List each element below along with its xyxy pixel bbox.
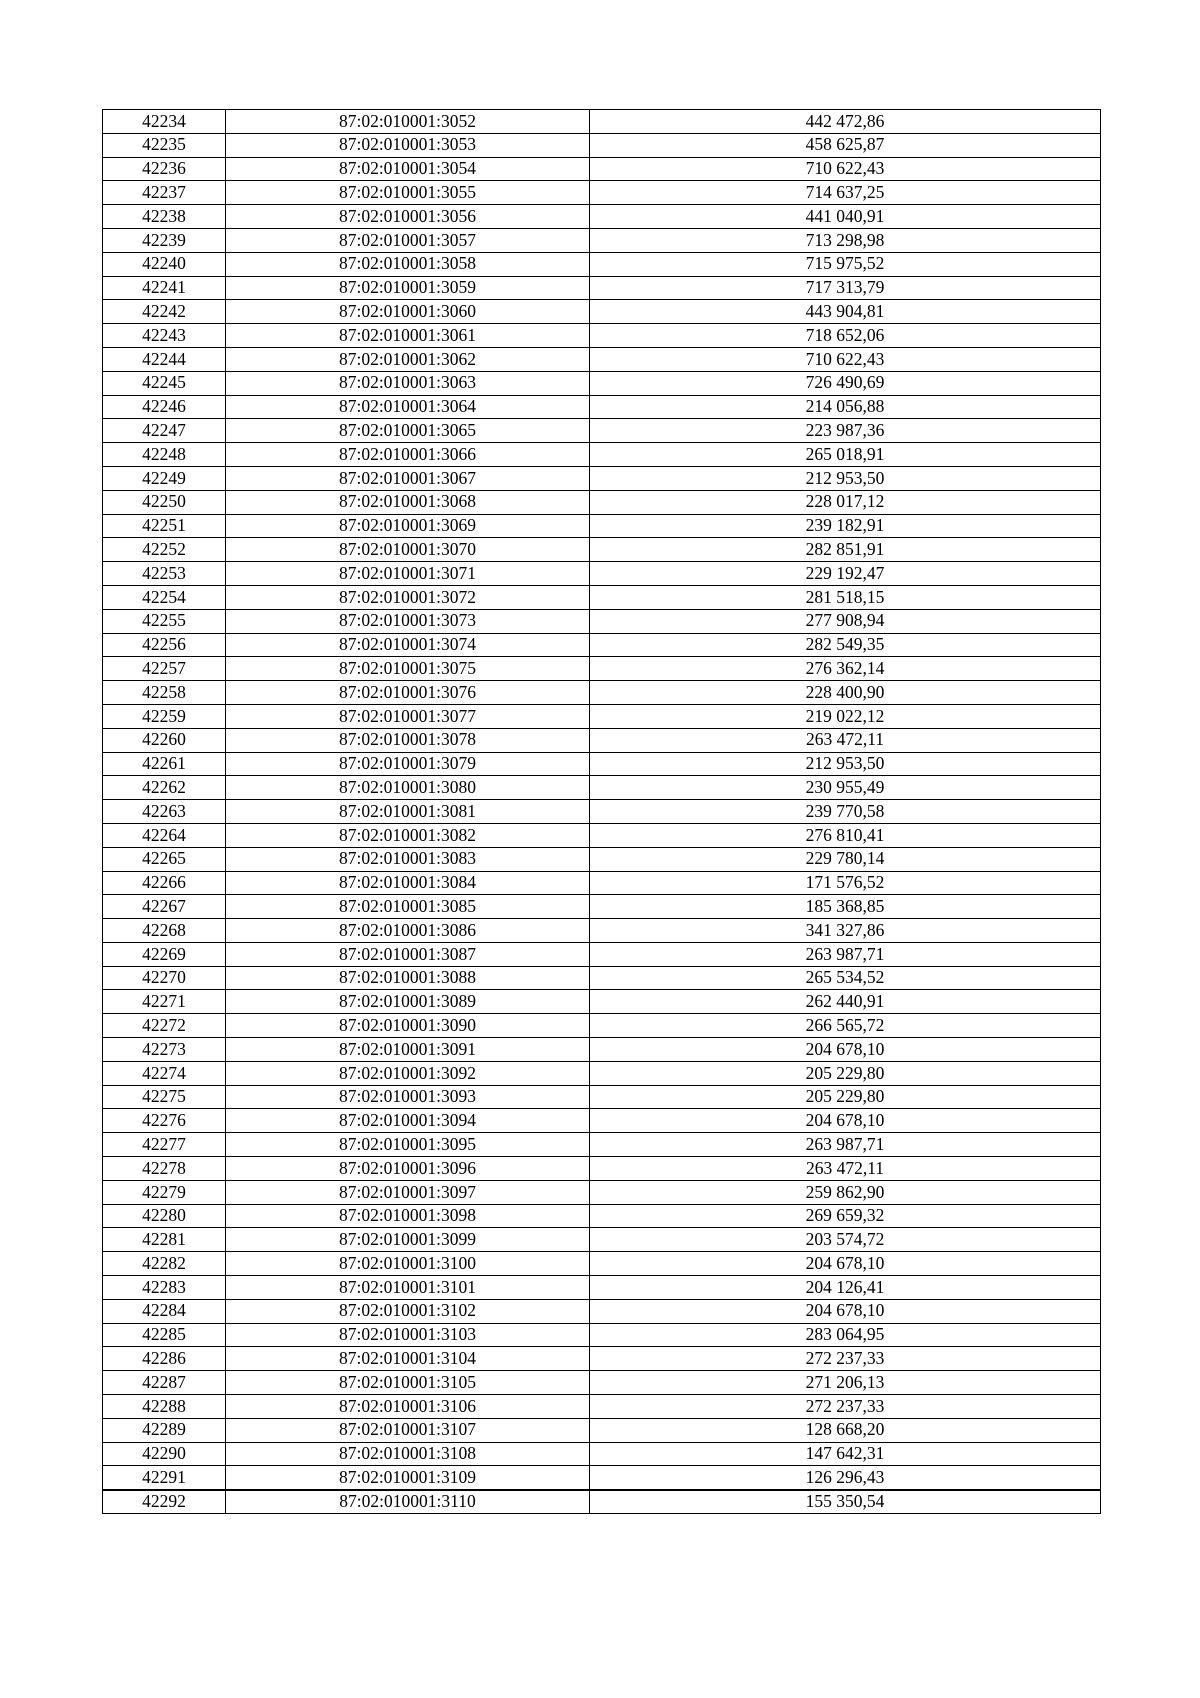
table-row: [103, 1299, 1101, 1323]
cadastral-value-cell: 228 017,12: [590, 490, 1101, 514]
table-row: [103, 347, 1101, 371]
table-row: [103, 919, 1101, 943]
row-number-cell: 42266: [103, 871, 226, 895]
cadastral-number-cell: 87:02:010001:3061: [226, 324, 590, 348]
table-row: [103, 1395, 1101, 1419]
cadastral-number-cell: 87:02:010001:3097: [226, 1180, 590, 1204]
table-row: [103, 1014, 1101, 1038]
row-number-cell: 42239: [103, 228, 226, 252]
cadastral-value-cell: 204 678,10: [590, 1299, 1101, 1323]
row-number-cell: 42282: [103, 1252, 226, 1276]
table-row: [103, 1157, 1101, 1181]
cadastral-number-cell: 87:02:010001:3059: [226, 276, 590, 300]
table-row: [103, 562, 1101, 586]
table-row: [103, 395, 1101, 419]
table-row: [103, 252, 1101, 276]
cadastral-number-cell: 87:02:010001:3066: [226, 443, 590, 467]
cadastral-value-cell: 442 472,86: [590, 110, 1101, 134]
cadastral-value-table: [102, 109, 1101, 1514]
cadastral-value-cell: 714 637,25: [590, 181, 1101, 205]
cadastral-value-cell: 341 327,86: [590, 919, 1101, 943]
row-number-cell: 42245: [103, 371, 226, 395]
cadastral-number-cell: 87:02:010001:3052: [226, 110, 590, 134]
table-row: [103, 895, 1101, 919]
table-row: [103, 609, 1101, 633]
table-row: [103, 752, 1101, 776]
cadastral-value-cell: 155 350,54: [590, 1490, 1101, 1514]
cadastral-value-cell: 265 018,91: [590, 443, 1101, 467]
table-row: [103, 133, 1101, 157]
cadastral-value-cell: 204 678,10: [590, 1252, 1101, 1276]
cadastral-value-cell: 212 953,50: [590, 466, 1101, 490]
cadastral-number-cell: 87:02:010001:3069: [226, 514, 590, 538]
row-number-cell: 42255: [103, 609, 226, 633]
table-row: [103, 585, 1101, 609]
row-number-cell: 42275: [103, 1085, 226, 1109]
cadastral-number-cell: 87:02:010001:3078: [226, 728, 590, 752]
row-number-cell: 42253: [103, 562, 226, 586]
cadastral-number-cell: 87:02:010001:3104: [226, 1347, 590, 1371]
table-row: [103, 776, 1101, 800]
row-number-cell: 42272: [103, 1014, 226, 1038]
cadastral-number-cell: 87:02:010001:3054: [226, 157, 590, 181]
row-number-cell: 42279: [103, 1180, 226, 1204]
row-number-cell: 42285: [103, 1323, 226, 1347]
table-row: [103, 443, 1101, 467]
row-number-cell: 42288: [103, 1395, 226, 1419]
table-row: [103, 466, 1101, 490]
row-number-cell: 42254: [103, 585, 226, 609]
row-number-cell: 42258: [103, 681, 226, 705]
row-number-cell: 42291: [103, 1466, 226, 1490]
cadastral-value-cell: 219 022,12: [590, 704, 1101, 728]
cadastral-value-cell: 147 642,31: [590, 1442, 1101, 1466]
table-row: [103, 205, 1101, 229]
table-row: [103, 657, 1101, 681]
cadastral-value-cell: 171 576,52: [590, 871, 1101, 895]
cadastral-value-cell: 281 518,15: [590, 585, 1101, 609]
table-row: [103, 419, 1101, 443]
row-number-cell: 42267: [103, 895, 226, 919]
cadastral-value-cell: 271 206,13: [590, 1371, 1101, 1395]
cadastral-value-cell: 262 440,91: [590, 990, 1101, 1014]
row-number-cell: 42269: [103, 942, 226, 966]
row-number-cell: 42286: [103, 1347, 226, 1371]
table-row: [103, 1061, 1101, 1085]
cadastral-value-cell: 710 622,43: [590, 347, 1101, 371]
table-row: [103, 1204, 1101, 1228]
cadastral-value-cell: 205 229,80: [590, 1061, 1101, 1085]
table-row: [103, 1371, 1101, 1395]
cadastral-value-cell: 710 622,43: [590, 157, 1101, 181]
cadastral-value-cell: 276 362,14: [590, 657, 1101, 681]
row-number-cell: 42256: [103, 633, 226, 657]
table-row: [103, 1466, 1101, 1490]
row-number-cell: 42246: [103, 395, 226, 419]
table-row: [103, 1180, 1101, 1204]
table-row: [103, 847, 1101, 871]
cadastral-number-cell: 87:02:010001:3064: [226, 395, 590, 419]
table-row: [103, 110, 1101, 134]
cadastral-value-cell: 263 472,11: [590, 1157, 1101, 1181]
row-number-cell: 42268: [103, 919, 226, 943]
row-number-cell: 42257: [103, 657, 226, 681]
cadastral-number-cell: 87:02:010001:3080: [226, 776, 590, 800]
table-row: [103, 538, 1101, 562]
row-number-cell: 42261: [103, 752, 226, 776]
cadastral-value-cell: 458 625,87: [590, 133, 1101, 157]
cadastral-value-cell: 276 810,41: [590, 823, 1101, 847]
table-row: [103, 371, 1101, 395]
cadastral-number-cell: 87:02:010001:3073: [226, 609, 590, 633]
cadastral-number-cell: 87:02:010001:3062: [226, 347, 590, 371]
cadastral-number-cell: 87:02:010001:3082: [226, 823, 590, 847]
row-number-cell: 42247: [103, 419, 226, 443]
table-row: [103, 1276, 1101, 1300]
cadastral-number-cell: 87:02:010001:3071: [226, 562, 590, 586]
cadastral-value-cell: 212 953,50: [590, 752, 1101, 776]
table-row: [103, 1228, 1101, 1252]
table-row: [103, 324, 1101, 348]
cadastral-number-cell: 87:02:010001:3086: [226, 919, 590, 943]
table-row: [103, 181, 1101, 205]
cadastral-value-cell: 223 987,36: [590, 419, 1101, 443]
row-number-cell: 42284: [103, 1299, 226, 1323]
table-row: [103, 966, 1101, 990]
cadastral-value-cell: 239 182,91: [590, 514, 1101, 538]
cadastral-number-cell: 87:02:010001:3083: [226, 847, 590, 871]
row-number-cell: 42252: [103, 538, 226, 562]
row-number-cell: 42273: [103, 1038, 226, 1062]
row-number-cell: 42263: [103, 800, 226, 824]
table-row: [103, 1490, 1101, 1514]
table-row: [103, 871, 1101, 895]
table-row: [103, 1323, 1101, 1347]
table-row: [103, 1133, 1101, 1157]
cadastral-number-cell: 87:02:010001:3091: [226, 1038, 590, 1062]
table-row: [103, 514, 1101, 538]
row-number-cell: 42262: [103, 776, 226, 800]
cadastral-value-cell: 205 229,80: [590, 1085, 1101, 1109]
cadastral-value-cell: 713 298,98: [590, 228, 1101, 252]
row-number-cell: 42265: [103, 847, 226, 871]
row-number-cell: 42290: [103, 1442, 226, 1466]
table-body: [103, 110, 1101, 1514]
cadastral-number-cell: 87:02:010001:3053: [226, 133, 590, 157]
row-number-cell: 42237: [103, 181, 226, 205]
cadastral-number-cell: 87:02:010001:3056: [226, 205, 590, 229]
cadastral-value-cell: 265 534,52: [590, 966, 1101, 990]
cadastral-value-cell: 443 904,81: [590, 300, 1101, 324]
cadastral-number-cell: 87:02:010001:3102: [226, 1299, 590, 1323]
cadastral-number-cell: 87:02:010001:3075: [226, 657, 590, 681]
table-row: [103, 276, 1101, 300]
row-number-cell: 42251: [103, 514, 226, 538]
table-row: [103, 1252, 1101, 1276]
row-number-cell: 42236: [103, 157, 226, 181]
cadastral-number-cell: 87:02:010001:3107: [226, 1418, 590, 1442]
cadastral-number-cell: 87:02:010001:3105: [226, 1371, 590, 1395]
cadastral-number-cell: 87:02:010001:3089: [226, 990, 590, 1014]
cadastral-value-cell: 185 368,85: [590, 895, 1101, 919]
cadastral-number-cell: 87:02:010001:3093: [226, 1085, 590, 1109]
cadastral-value-cell: 259 862,90: [590, 1180, 1101, 1204]
cadastral-number-cell: 87:02:010001:3060: [226, 300, 590, 324]
cadastral-value-cell: 214 056,88: [590, 395, 1101, 419]
table-row: [103, 823, 1101, 847]
table-row: [103, 1038, 1101, 1062]
row-number-cell: 42248: [103, 443, 226, 467]
cadastral-number-cell: 87:02:010001:3070: [226, 538, 590, 562]
cadastral-value-cell: 230 955,49: [590, 776, 1101, 800]
row-number-cell: 42242: [103, 300, 226, 324]
table-row: [103, 942, 1101, 966]
cadastral-number-cell: 87:02:010001:3110: [226, 1490, 590, 1514]
cadastral-value-cell: 239 770,58: [590, 800, 1101, 824]
row-number-cell: 42235: [103, 133, 226, 157]
row-number-cell: 42259: [103, 704, 226, 728]
row-number-cell: 42277: [103, 1133, 226, 1157]
row-number-cell: 42260: [103, 728, 226, 752]
cadastral-number-cell: 87:02:010001:3088: [226, 966, 590, 990]
cadastral-number-cell: 87:02:010001:3077: [226, 704, 590, 728]
cadastral-number-cell: 87:02:010001:3101: [226, 1276, 590, 1300]
cadastral-number-cell: 87:02:010001:3099: [226, 1228, 590, 1252]
row-number-cell: 42234: [103, 110, 226, 134]
table-row: [103, 157, 1101, 181]
cadastral-value-cell: 126 296,43: [590, 1466, 1101, 1490]
cadastral-number-cell: 87:02:010001:3068: [226, 490, 590, 514]
cadastral-value-cell: 272 237,33: [590, 1395, 1101, 1419]
cadastral-number-cell: 87:02:010001:3058: [226, 252, 590, 276]
cadastral-number-cell: 87:02:010001:3095: [226, 1133, 590, 1157]
cadastral-number-cell: 87:02:010001:3096: [226, 1157, 590, 1181]
table-row: [103, 300, 1101, 324]
row-number-cell: 42244: [103, 347, 226, 371]
cadastral-number-cell: 87:02:010001:3098: [226, 1204, 590, 1228]
cadastral-value-cell: 128 668,20: [590, 1418, 1101, 1442]
row-number-cell: 42281: [103, 1228, 226, 1252]
cadastral-value-cell: 283 064,95: [590, 1323, 1101, 1347]
row-number-cell: 42276: [103, 1109, 226, 1133]
cadastral-value-cell: 229 780,14: [590, 847, 1101, 871]
row-number-cell: 42243: [103, 324, 226, 348]
cadastral-number-cell: 87:02:010001:3100: [226, 1252, 590, 1276]
table-row: [103, 490, 1101, 514]
row-number-cell: 42238: [103, 205, 226, 229]
row-number-cell: 42274: [103, 1061, 226, 1085]
cadastral-number-cell: 87:02:010001:3106: [226, 1395, 590, 1419]
cadastral-number-cell: 87:02:010001:3067: [226, 466, 590, 490]
cadastral-number-cell: 87:02:010001:3109: [226, 1466, 590, 1490]
cadastral-value-cell: 272 237,33: [590, 1347, 1101, 1371]
cadastral-number-cell: 87:02:010001:3076: [226, 681, 590, 705]
cadastral-number-cell: 87:02:010001:3092: [226, 1061, 590, 1085]
cadastral-value-cell: 269 659,32: [590, 1204, 1101, 1228]
cadastral-number-cell: 87:02:010001:3084: [226, 871, 590, 895]
table-row: [103, 1085, 1101, 1109]
cadastral-number-cell: 87:02:010001:3103: [226, 1323, 590, 1347]
table-row: [103, 681, 1101, 705]
cadastral-value-cell: 718 652,06: [590, 324, 1101, 348]
row-number-cell: 42241: [103, 276, 226, 300]
row-number-cell: 42292: [103, 1490, 226, 1514]
table-row: [103, 228, 1101, 252]
table-row: [103, 800, 1101, 824]
table-row: [103, 1418, 1101, 1442]
cadastral-number-cell: 87:02:010001:3055: [226, 181, 590, 205]
row-number-cell: 42283: [103, 1276, 226, 1300]
cadastral-value-cell: 263 472,11: [590, 728, 1101, 752]
row-number-cell: 42250: [103, 490, 226, 514]
cadastral-number-cell: 87:02:010001:3065: [226, 419, 590, 443]
cadastral-value-cell: 266 565,72: [590, 1014, 1101, 1038]
cadastral-number-cell: 87:02:010001:3072: [226, 585, 590, 609]
cadastral-number-cell: 87:02:010001:3090: [226, 1014, 590, 1038]
cadastral-number-cell: 87:02:010001:3074: [226, 633, 590, 657]
cadastral-value-cell: 203 574,72: [590, 1228, 1101, 1252]
cadastral-value-cell: 441 040,91: [590, 205, 1101, 229]
row-number-cell: 42240: [103, 252, 226, 276]
cadastral-value-cell: 282 549,35: [590, 633, 1101, 657]
cadastral-value-cell: 204 678,10: [590, 1038, 1101, 1062]
cadastral-number-cell: 87:02:010001:3094: [226, 1109, 590, 1133]
table-row: [103, 728, 1101, 752]
row-number-cell: 42270: [103, 966, 226, 990]
cadastral-value-cell: 715 975,52: [590, 252, 1101, 276]
row-number-cell: 42280: [103, 1204, 226, 1228]
cadastral-number-cell: 87:02:010001:3085: [226, 895, 590, 919]
cadastral-number-cell: 87:02:010001:3079: [226, 752, 590, 776]
row-number-cell: 42249: [103, 466, 226, 490]
cadastral-value-cell: 263 987,71: [590, 1133, 1101, 1157]
cadastral-value-cell: 717 313,79: [590, 276, 1101, 300]
cadastral-value-cell: 204 126,41: [590, 1276, 1101, 1300]
cadastral-value-cell: 277 908,94: [590, 609, 1101, 633]
cadastral-number-cell: 87:02:010001:3063: [226, 371, 590, 395]
table-row: [103, 1442, 1101, 1466]
cadastral-number-cell: 87:02:010001:3057: [226, 228, 590, 252]
table-row: [103, 990, 1101, 1014]
row-number-cell: 42271: [103, 990, 226, 1014]
cadastral-value-cell: 228 400,90: [590, 681, 1101, 705]
cadastral-value-cell: 204 678,10: [590, 1109, 1101, 1133]
row-number-cell: 42264: [103, 823, 226, 847]
table-row: [103, 704, 1101, 728]
row-number-cell: 42287: [103, 1371, 226, 1395]
table-row: [103, 1347, 1101, 1371]
cadastral-number-cell: 87:02:010001:3087: [226, 942, 590, 966]
table-row: [103, 633, 1101, 657]
cadastral-number-cell: 87:02:010001:3108: [226, 1442, 590, 1466]
cadastral-number-cell: 87:02:010001:3081: [226, 800, 590, 824]
row-number-cell: 42289: [103, 1418, 226, 1442]
cadastral-value-cell: 229 192,47: [590, 562, 1101, 586]
row-number-cell: 42278: [103, 1157, 226, 1181]
cadastral-value-cell: 726 490,69: [590, 371, 1101, 395]
table-row: [103, 1109, 1101, 1133]
cadastral-value-cell: 263 987,71: [590, 942, 1101, 966]
cadastral-value-cell: 282 851,91: [590, 538, 1101, 562]
